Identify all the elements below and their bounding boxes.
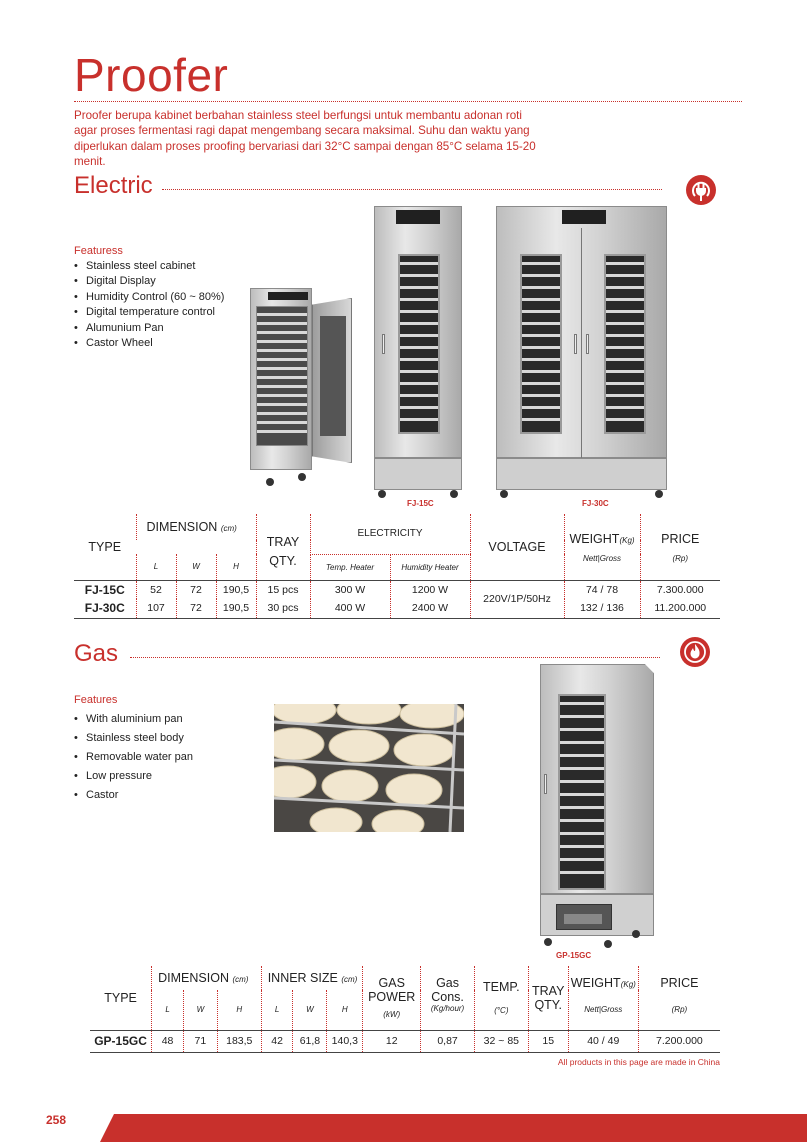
table-row: GP-15GC 48 71 183,5 42 61,8 140,3 12 0,87 32 ~ 85 15 40 / 49 7.200.000 <box>90 1030 720 1052</box>
gas-spec-table <box>90 966 720 1053</box>
th-price-unit: (Rp) <box>640 554 720 580</box>
th-gas: GAS <box>363 966 421 990</box>
list-item: • Digital temperature control <box>74 305 224 320</box>
page-number: 258 <box>46 1113 67 1127</box>
th-nett-gross: Nett|Gross <box>568 990 638 1030</box>
voltage-cell: 220V/1P/50Hz <box>470 580 564 618</box>
list-item: • Humidity Control (60 ~ 80%) <box>74 290 224 305</box>
th-tray: TRAY QTY. <box>528 966 568 1030</box>
electric-features-list <box>74 259 224 351</box>
plug-icon <box>686 175 716 205</box>
list-item: • Stainless steel cabinet <box>74 259 224 274</box>
title-divider <box>74 101 742 102</box>
electric-spec-table <box>74 514 720 619</box>
th-w: W <box>183 990 217 1030</box>
th-cons: Cons. (Kg/hour) <box>421 990 475 1030</box>
list-item: • Low pressure <box>74 767 193 786</box>
th-price-unit: (Rp) <box>638 990 720 1030</box>
th-nett-gross: Nett|Gross <box>564 554 640 580</box>
th-voltage: VOLTAGE <box>470 514 564 580</box>
electric-divider <box>162 189 662 190</box>
th-l: L <box>136 554 176 580</box>
dough-photo <box>274 704 464 832</box>
gp-15gc-image <box>540 664 654 948</box>
th-tray: TRAY <box>256 514 310 554</box>
th-w: W <box>176 554 216 580</box>
th-weight: WEIGHT(Kg) <box>564 514 640 554</box>
th-type: TYPE <box>88 539 122 554</box>
th-gas-cons: Gas <box>421 966 475 990</box>
fj-15c-image <box>374 206 462 498</box>
th-h: H <box>216 554 256 580</box>
th-inner-l: L <box>261 990 293 1030</box>
list-item: • Digital Display <box>74 274 224 289</box>
list-item: • Alumunium Pan <box>74 321 224 336</box>
page-title: Proofer <box>74 49 229 101</box>
th-dimension: DIMENSION (cm) <box>152 966 262 990</box>
gas-features-heading: Features <box>74 694 118 706</box>
th-price: PRICE <box>638 966 720 990</box>
th-temp: TEMP. (°C) <box>474 966 528 1030</box>
th-gas-power: POWER (kW) <box>363 990 421 1030</box>
list-item: • Stainless steel body <box>74 729 193 748</box>
fj-15c-caption: FJ-15C <box>407 499 434 508</box>
th-inner-h: H <box>327 990 363 1030</box>
gp-15gc-caption: GP-15GC <box>556 951 592 960</box>
footer-bar <box>100 1114 807 1142</box>
th-electricity: ELECTRICITY <box>310 514 470 554</box>
table-row: FJ-30C 107 72 190,5 30 pcs 400 W 2400 W 132 / 136 11.200.000 <box>74 599 720 618</box>
th-type: TYPE <box>104 990 137 1005</box>
footnote: All products in this page are made in China <box>557 1057 720 1067</box>
table-row: FJ-15C 52 72 190,5 15 pcs 300 W 1200 W 220V/1P/50Hz 74 / 78 7.300.000 <box>74 580 720 599</box>
th-humidity-heater: Humidity Heater <box>390 554 470 580</box>
list-item: • With aluminium pan <box>74 710 193 729</box>
th-temp-heater: Temp. Heater <box>310 554 390 580</box>
list-item: • Removable water pan <box>74 748 193 767</box>
electric-features-heading: Featuress <box>74 245 123 257</box>
list-item: • Castor <box>74 786 193 805</box>
fj-30c-caption: FJ-30C <box>582 499 609 508</box>
electric-section-title: Electric <box>74 172 153 199</box>
th-inner-w: W <box>293 990 327 1030</box>
gas-section-title: Gas <box>74 640 119 667</box>
list-item: • Castor Wheel <box>74 336 224 351</box>
th-dimension: DIMENSION (cm) <box>136 514 256 540</box>
proofer-open-door-image <box>250 288 360 488</box>
th-inner-size: INNER SIZE (cm) <box>261 966 363 990</box>
th-l: L <box>152 990 184 1030</box>
th-tray-qty: QTY. <box>256 554 310 580</box>
gas-features-list <box>74 710 193 805</box>
flame-icon <box>680 637 710 667</box>
fj-30c-image <box>496 206 667 498</box>
th-h: H <box>217 990 261 1030</box>
th-weight: WEIGHT(Kg) <box>568 966 638 990</box>
th-price: PRICE <box>640 514 720 554</box>
gas-divider <box>130 657 660 658</box>
intro-text: Proofer berupa kabinet berbahan stainless steel berfungsi untuk membantu adonan roti agar proses fermentasi ragi dapat mengembang secara maksimal. Suhu dan waktu yang diperlukan dalam proses proofing bervariasi dari 32°C sampai dengan 85°C selama 15-20 menit. <box>74 109 536 168</box>
